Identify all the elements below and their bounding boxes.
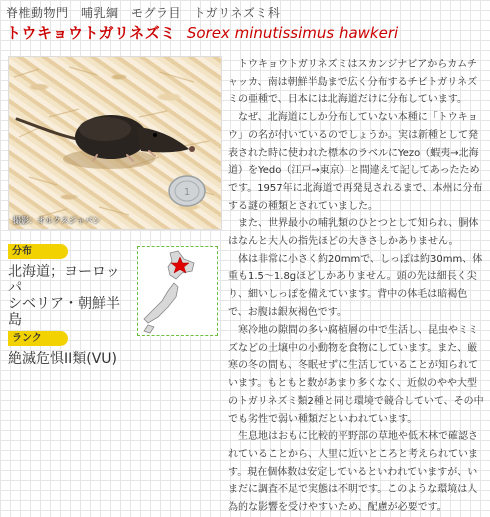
distribution-value: 北海道；ヨーロッパ シベリア・朝鮮半島 — [8, 264, 120, 328]
japanese-name: トウキョウトガリネズミ — [6, 24, 176, 42]
photo-credit: 撮影：オルクスジャパン — [13, 216, 101, 225]
paragraph: また、世界最小の哺乳類のひとつとして知られ、胴体はなんと大人の指先ほどの大きさしかありません。 — [228, 218, 479, 248]
distribution-text — [8, 264, 133, 328]
paragraph: なぜ、北海道にしか分布していない本種に「トウキョウ」の名が付いているのでしょうか。実は新種として発表された時に使われた標本のラベルにYezo（蝦夷→北海道）をYedo（江戸→東京）と間違えて記してあったためです。1957年に北海道で再発見されるまで、本州に分布する謎の種類とされていました。 — [228, 112, 483, 212]
paragraph: 体は非常に小さく約20mmで、しっぽは約30mm、体重も1.5～1.8gほどしかありません。頭の先は細長く尖り、細いしっぽを備えています。背中の体毛は暗褐色で、お腹は銀灰褐色です。 — [228, 253, 483, 318]
svg-text:1: 1 — [183, 187, 191, 198]
japan-map-icon — [138, 247, 217, 335]
description-lower — [228, 322, 484, 517]
shrew-illustration — [9, 57, 221, 229]
rank-text: 絶滅危惧II類(VU) — [8, 351, 118, 367]
paragraph: トウキョウトガリネズミはスカンジナビアからカムチャッカ、南は朝鮮半島まで広く分布するチビトガリネズミの亜種で、日本には北海道だけに分布しています。 — [228, 59, 478, 106]
breadcrumb: 脊椎動物門 哺乳綱 モグラ目 トガリネズミ科 — [6, 6, 281, 20]
page-title — [6, 22, 398, 43]
shrew-photo — [8, 56, 222, 230]
rank-label: ランク — [8, 331, 68, 346]
scientific-name: Sorex minutissimus hawkeri — [186, 24, 399, 42]
paragraph: 生息地はおもに比較的平野部の草地や低木林で確認されていることから、人里に近いところと考えられています。現在個体数は安定しているといわれていますが、いまだに調査不足で実態は不明です。このような環境は人為的な影響を受けやすいため、配慮が必要です。 — [228, 431, 478, 514]
distribution-label: 分布 — [8, 244, 68, 259]
paragraph: 寒冷地の隙間の多い腐植層の中で生活し、昆虫やミミズなどの土壌中の小動物を食物にしています。また、厳寒の冬の間も、冬眠せずに生活していることが知られています。もともと数があまり多くなく、近似のやや大型のトガリネズミ類2種と同じ環境で競合していて、その中でも劣性で弱い種類だといわれています。 — [228, 325, 484, 425]
distribution-map — [137, 246, 218, 336]
description — [228, 56, 484, 322]
